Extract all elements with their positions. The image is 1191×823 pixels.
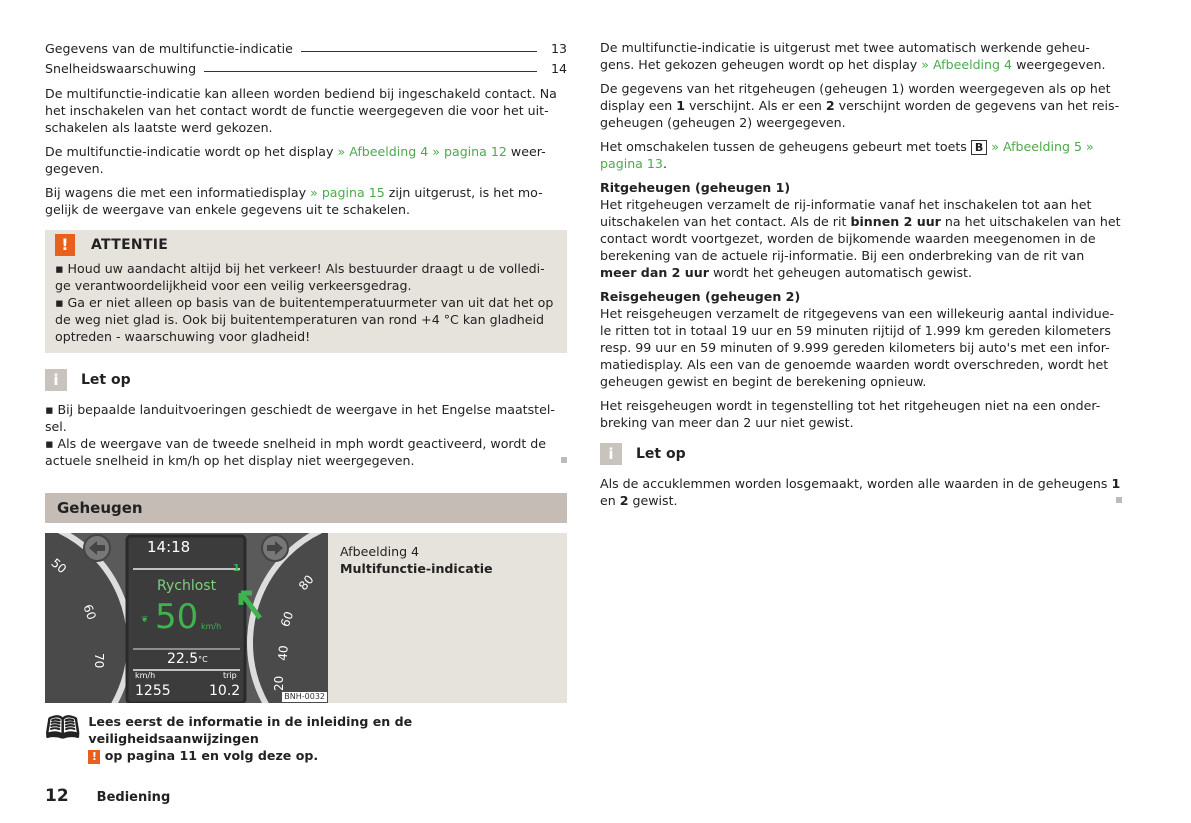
note-title: Let op — [636, 445, 686, 462]
svg-text:20: 20 — [272, 675, 286, 691]
svg-text:80: 80 — [296, 572, 317, 593]
list-item: ▪ Bij bepaalde landuitvoeringen geschiedt de weergave in het Engelse maatstel-sel. — [45, 402, 555, 434]
clock: 14:18 — [147, 538, 191, 556]
figure-link[interactable]: » Afbeelding 5 » pagina 13 — [600, 139, 1094, 171]
warning-icon: ! — [88, 750, 100, 764]
warning-icon: ! — [55, 234, 75, 256]
note-title: Let op — [81, 371, 131, 388]
left-value: 1255 — [135, 683, 171, 699]
attention-box — [45, 230, 567, 353]
paragraph: De gegevens van het ritgeheugen (geheugen 1) worden weergegeven als op het display een 1 verschijnt. Als er een 2 verschijnt worden de gegevens van het reis-geheugen (geheugen 2) weergegeven. — [600, 81, 1120, 130]
list-item: ▪ Houd uw aandacht altijd bij het verkeer! Als bestuurder draagt u de volledi-ge verantwoordelijkheid voor een veilig verkeersgedrag. — [55, 261, 545, 293]
subheading: Ritgeheugen (geheugen 1) — [600, 180, 791, 195]
figure-caption — [328, 533, 567, 703]
toc-page: 13 — [550, 41, 567, 56]
paragraph: Het ritgeheugen verzamelt de rij-informatie vanaf het inschakelen tot aan het uitschakelen van het contact. Als de rit binnen 2 uur na het uitschakelen van het contact wordt voortgezet, worden de bijkomende waarden meegenomen in de berekening van de actuele rij-informatie. Bij een onderbreking van de rit van meer dan 2 uur wordt het geheugen automatisch gewist. — [600, 197, 1121, 280]
toc-entry[interactable] — [45, 37, 567, 57]
page-footer — [45, 788, 170, 806]
paragraph: Het reisgeheugen verzamelt de ritgegevens van een willekeurig aantal individue-le ritten tot in totaal 19 uur en 59 minuten rijtijd of 1.999 km gereden kilometers resp. 99 uur en 59 minuten of 9.999 gereden kilometers bij auto's met een infor-matiedisplay. Als een van de genoemde waarden wordt overschreden, wordt het geheugen gewist en begint de berekening opnieuw. — [600, 306, 1115, 389]
info-icon: i — [600, 443, 622, 465]
text: De multifunctie-indicatie wordt op het display — [45, 144, 338, 159]
attention-title: ATTENTIE — [91, 236, 169, 253]
list-item: ▪ Ga er niet alleen op basis van de buitentemperatuurmeter van uit dat het op de weg niet glad is. Ook bij buitentemperaturen van rond +4 °C kan gladheid optreden - waarschuwing voor gladheid! — [55, 295, 554, 344]
text: weer-gegeven. — [45, 144, 546, 176]
memory-indicator: 1 — [233, 563, 240, 574]
eco-leaf-icon: ❦ — [141, 615, 149, 625]
note-header — [45, 367, 567, 393]
paragraph: De multifunctie-indicatie kan alleen worden bediend bij ingeschakeld contact. Na het inschakelen van het contact wordt de functie weergegeven die voor het uit-schakelen als laatste werd gekozen. — [45, 86, 557, 135]
read-first-note — [45, 713, 567, 764]
paragraph: Het reisgeheugen wordt in tegenstelling tot het ritgeheugen niet na een onder-breking van meer dan 2 uur niet gewist. — [600, 398, 1101, 430]
toc-title: Gegevens van de multifunctie-indicatie — [45, 41, 293, 56]
end-marker — [561, 457, 567, 463]
text: Bij wagens die met een informatiedisplay — [45, 185, 311, 200]
left-label: km/h — [135, 671, 156, 680]
text: zijn uitgerust, is het mo-gelijk de weergave van enkele gegevens uit te schakelen. — [45, 185, 543, 217]
speed-value: 50 — [155, 597, 199, 637]
figure-link[interactable]: » Afbeelding 4 » pagina 12 — [337, 144, 507, 159]
toc-page: 14 — [550, 61, 567, 76]
figure-title: Multifunctie-indicatie — [340, 561, 493, 576]
page-number: 12 — [45, 786, 69, 806]
section-heading: Geheugen — [45, 493, 567, 523]
paragraph: De multifunctie-indicatie is uitgerust met twee automatisch werkende geheu-gens. Het gekozen geheugen wordt op het display » Afbeelding 4 weergegeven. — [600, 40, 1106, 72]
svg-text:40: 40 — [275, 644, 291, 662]
paragraph: Het omschakelen tussen de geheugens gebeurt met toets B » Afbeelding 5 » pagina 13. — [600, 139, 1094, 171]
temperature: 22.5 — [167, 651, 199, 667]
end-marker — [1116, 497, 1122, 503]
list-item: ▪ Als de weergave van de tweede snelheid in mph wordt geactiveerd, wordt de actuele snelheid in km/h op het display niet weergegeven. — [45, 436, 547, 468]
key-b-icon: B — [971, 140, 987, 155]
paragraph — [45, 184, 567, 218]
info-icon: i — [45, 369, 67, 391]
display-mode: Rychlost — [157, 578, 217, 594]
right-column — [600, 39, 1122, 516]
figure-code: BNH-0032 — [284, 692, 325, 701]
figure-label: Afbeelding 4 — [340, 544, 420, 559]
svg-text:60: 60 — [277, 609, 297, 629]
right-value: 10.2 — [209, 683, 241, 699]
toc-entry[interactable] — [45, 57, 567, 77]
right-label: trip — [223, 671, 237, 680]
toc-leader — [204, 71, 537, 72]
note-list — [45, 401, 567, 469]
note-header — [600, 441, 1122, 467]
left-column — [45, 37, 567, 764]
toc-title: Snelheidswaarschuwing — [45, 61, 197, 76]
temperature-unit: °C — [198, 655, 208, 664]
figure-link[interactable]: » Afbeelding 4 — [921, 57, 1013, 72]
subheading: Reisgeheugen (geheugen 2) — [600, 289, 801, 304]
paragraph — [45, 143, 567, 177]
dashboard-image — [45, 533, 328, 703]
svg-text:60: 60 — [80, 602, 99, 622]
page-link[interactable]: » pagina 15 — [310, 185, 385, 200]
book-icon: 🕮 — [45, 711, 81, 746]
paragraph: Als de accuklemmen worden losgemaakt, worden alle waarden in de geheugens 1 en 2 gewist. — [600, 476, 1121, 508]
toc-leader — [301, 51, 537, 52]
figure — [45, 533, 567, 703]
svg-text:50: 50 — [48, 555, 70, 577]
text: Lees eerst de informatie in de inleiding en de veiligheidsaanwijzingen — [88, 714, 413, 746]
svg-text:70: 70 — [92, 653, 106, 669]
speed-unit: km/h — [201, 622, 222, 631]
text: op pagina 11 en volg deze op. — [100, 748, 319, 763]
chapter-name: Bediening — [96, 790, 171, 805]
